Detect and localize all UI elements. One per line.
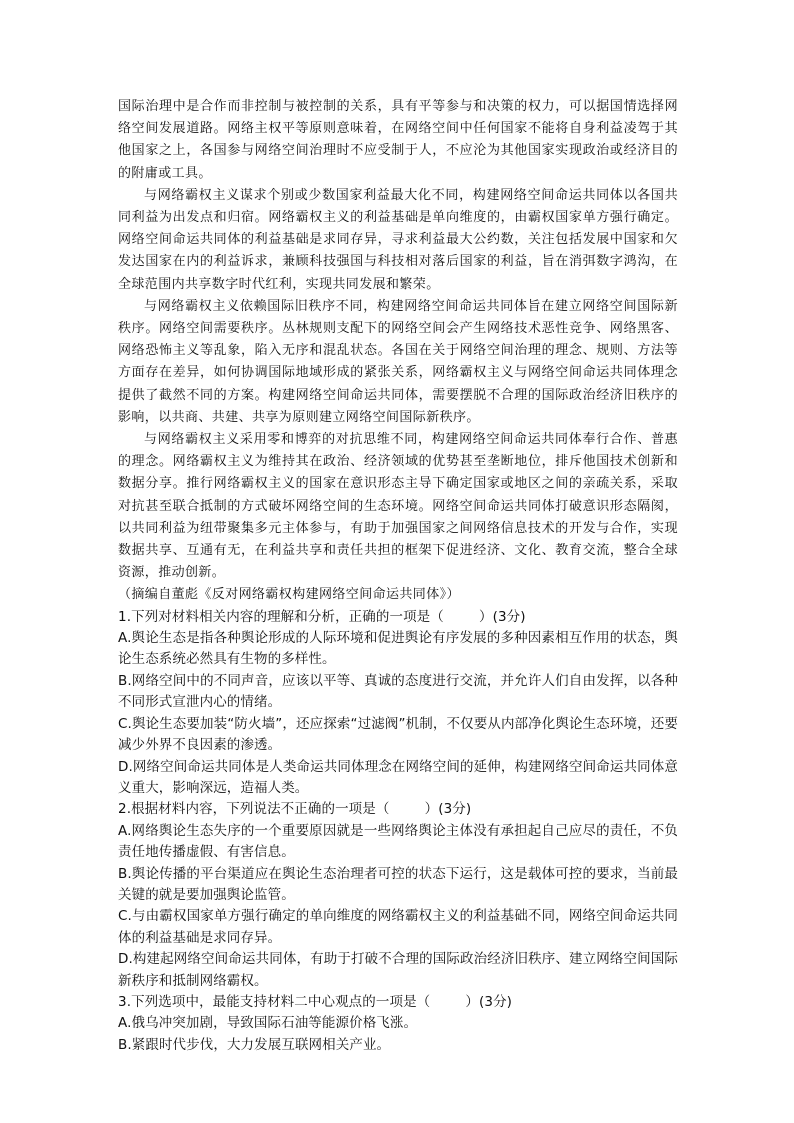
- option-c: C.与由霸权国家单方强行确定的单向维度的网络霸权主义的利益基础不同，网络空间命运共同体的利益基础是求同存异。: [118, 908, 678, 946]
- reading-passage: [118, 96, 678, 607]
- passage-paragraph: 国际治理中是合作而非控制与被控制的关系，具有平等参与和决策的权力，可以据国情选择网络空间发展道路。网络主权平等原则意味着，在网络空间中任何国家不能将自身利益凌驾于其他国家之上，各国参与网络空间治理时不应受制于人，不应沦为其他国家实现政治或经济目的的附庸或工具。: [118, 99, 678, 181]
- question-2: [118, 799, 678, 992]
- passage-paragraph: 与网络霸权主义采用零和博弈的对抗思维不同，构建网络空间命运共同体奉行合作、普惠的理念。网络霸权主义为维持其在政治、经济领域的优势甚至垄断地位，排斥他国技术创新和数据分享。推行网络霸权主义的国家在意识形态主导下确定国家或地区之间的亲疏关系，采取对抗甚至联合抵制的方式破坏网络空间的生态环境。网络空间命运共同体打破意识形态隔阂，以共同利益为纽带聚集多元主体参与，有助于加强国家之间网络信息技术的开发与合作，实现数据共享、互通有无，在利益共享和责任共担的框架下促进经济、文化、教育交流，整合全球资源，推动创新。: [118, 432, 678, 581]
- passage-source: （摘编自董彪《反对网络霸权构建网络空间命运共同体》）: [118, 587, 460, 603]
- option-d: D.网络空间命运共同体是人类命运共同体理念在网络空间的延伸，构建网络空间命运共同体意义重大，影响深远，造福人类。: [118, 758, 678, 796]
- question-list: [118, 607, 678, 1057]
- question-1: [118, 607, 678, 800]
- exam-page: [118, 96, 678, 1056]
- option-b: B.网络空间中的不同声音，应该以平等、真诚的态度进行交流，并允许人们自由发挥，以各种不同形式宣泄内心的情绪。: [118, 672, 678, 711]
- passage-paragraph: 与网络霸权主义谋求个别或少数国家利益最大化不同，构建网络空间命运共同体以各国共同利益为出发点和归宿。网络霸权主义的利益基础是单向维度的，由霸权国家单方强行确定。网络空间命运共同体的利益基础是求同存异，寻求利益最大公约数，关注包括发展中国家和欠发达国家在内的利益诉求，兼顾科技强国与科技相对落后国家的利益，旨在消弭数字鸿沟，在全球范围内共享数字时代红利，实现共同发展和繁荣。: [118, 187, 678, 292]
- option-d: D.构建起网络空间命运共同体，有助于打破不合理的国际政治经济旧秩序、建立网络空间国际新秩序和抵制网络霸权。: [118, 951, 678, 989]
- option-a: A.俄乌冲突加剧，导致国际石油等能源价格飞涨。: [118, 1015, 418, 1032]
- option-a: A.网络舆论生态失序的一个重要原因就是一些网络舆论主体没有承担起自己应尽的责任，不负责任地传播虚假、有害信息。: [118, 822, 678, 861]
- passage-paragraph: 与网络霸权主义依赖国际旧秩序不同，构建网络空间命运共同体旨在建立网络空间国际新秩序。网络空间需要秩序。丛林规则支配下的网络空间会产生网络技术恶性竞争、网络黑客、网络恐怖主义等乱象，陷入无序和混乱状态。各国在关于网络空间治理的理念、规则、方法等方面存在差异，如何协调国际地域形成的紧张关系，网络霸权主义与网络空间命运共同体理念提供了截然不同的方案。构建网络空间命运共同体，需要摆脱不合理的国际政治经济旧秩序的影响，以共商、共建、共享为原则建立网络空间国际新秩序。: [118, 298, 678, 425]
- question-stem: 2.根据材料内容，下列说法不正确的一项是（ ）(3分): [118, 801, 472, 818]
- question-stem: 3.下列选项中，最能支持材料二中心观点的一项是（ ）(3分): [118, 993, 513, 1010]
- option-c: C.舆论生态要加装“防火墙”，还应探索“过滤阀”机制，不仅要从内部净化舆论生态环境，还要减少外界不良因素的渗透。: [118, 715, 678, 754]
- option-b: B.紧跟时代步伐，大力发展互联网相关产业。: [118, 1036, 391, 1053]
- option-a: A.舆论生态是指各种舆论形成的人际环境和促进舆论有序发展的多种因素相互作用的状态，舆论生态系统必然具有生物的多样性。: [118, 630, 678, 668]
- option-b: B.舆论传播的平台渠道应在舆论生态治理者可控的状态下运行，这是载体可控的要求，当前最关键的就是要加强舆论监管。: [118, 865, 678, 903]
- question-3: [118, 992, 678, 1056]
- question-stem: 1.下列对材料相关内容的理解和分析，正确的一项是（ ）(3分): [118, 608, 526, 625]
